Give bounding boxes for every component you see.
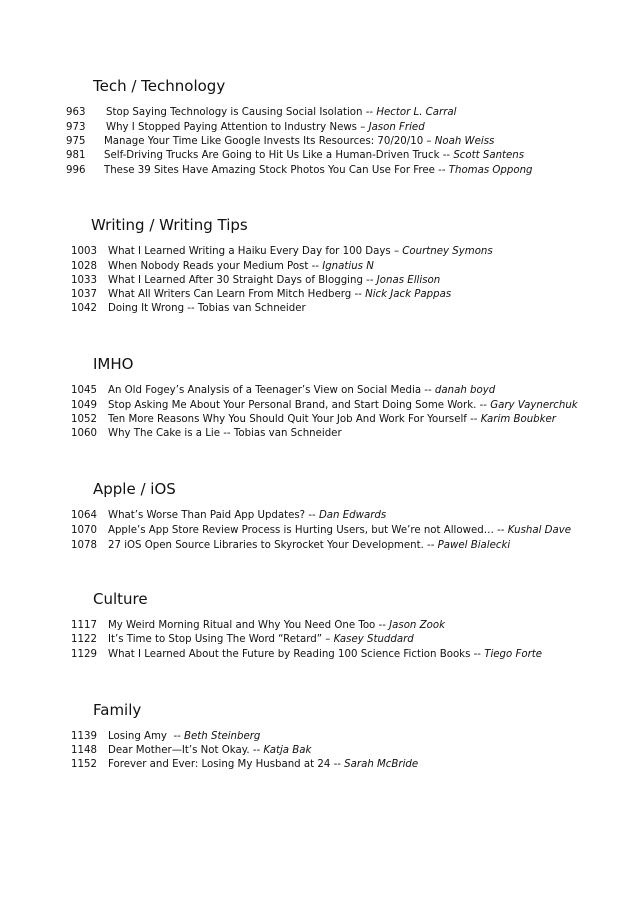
item-author: Beth Steinberg — [184, 731, 261, 742]
item-number: 1064 — [71, 510, 97, 521]
item-title: Stop Asking Me About Your Personal Brand, and Start Doing Some Work. — [108, 400, 477, 411]
item-number: 1003 — [71, 246, 97, 257]
item-title: Ten More Reasons Why You Should Quit Your Job And Work For Yourself — [108, 414, 467, 425]
item-author: Thomas Oppong — [448, 165, 533, 176]
item-separator: -- — [421, 385, 435, 396]
section-title: Tech / Technology — [93, 77, 226, 95]
item-number: 1049 — [71, 400, 97, 411]
item-separator: -- — [362, 107, 377, 118]
item-separator: -- — [305, 510, 319, 521]
item-separator: -- — [493, 525, 508, 536]
item-number: 1139 — [71, 731, 97, 742]
item-title: These 39 Sites Have Amazing Stock Photos You Can Use For Free — [104, 165, 435, 176]
item-title: When Nobody Reads your Medium Post — [108, 261, 309, 272]
section-title: Culture — [93, 590, 148, 608]
item-author: Pawel Bialecki — [437, 540, 511, 551]
item-number: 1148 — [71, 745, 97, 756]
item-number: 1052 — [71, 414, 97, 425]
section-title: Family — [93, 701, 142, 719]
item-separator: -- — [184, 303, 198, 314]
item-title: Manage Your Time Like Google Invests Its Resources: 70/20/10 — [104, 136, 424, 147]
item-author: Noah Weiss — [434, 136, 495, 147]
item-title: An Old Fogey’s Analysis of a Teenager’s View on Social Media — [108, 385, 422, 396]
item-separator: – — [390, 246, 403, 257]
item-author: Ignatius N — [322, 261, 374, 272]
item-number: 973 — [66, 122, 86, 133]
item-title: Losing Amy — [108, 731, 171, 742]
section-title: Apple / iOS — [93, 480, 176, 498]
item-separator: – — [356, 122, 369, 133]
item-title: Apple’s App Store Review Process is Hurting Users, but We’re not Allowed… — [108, 525, 494, 536]
item-number: 981 — [66, 150, 86, 161]
item-separator: -- — [170, 731, 185, 742]
item-number: 996 — [66, 165, 86, 176]
item-title: Dear Mother—It’s Not Okay. — [108, 745, 250, 756]
item-author: Courtney Symons — [402, 246, 493, 257]
item-number: 963 — [66, 107, 86, 118]
item-separator: -- — [330, 759, 345, 770]
item-author: Tiego Forte — [484, 649, 543, 660]
item-separator: -- — [434, 165, 449, 176]
item-title: What I Learned Writing a Haiku Every Day for 100 Days — [108, 246, 391, 257]
section-title: IMHO — [93, 355, 134, 373]
item-author: Kushal Dave — [507, 525, 572, 536]
item-separator: -- — [476, 400, 491, 411]
item-separator: -- — [439, 150, 454, 161]
item-author: Hector L. Carral — [376, 107, 457, 118]
item-separator: -- — [351, 289, 366, 300]
item-separator: -- — [220, 428, 234, 439]
item-separator: -- — [375, 620, 390, 631]
item-title: Why I Stopped Paying Attention to Industry News — [106, 122, 357, 133]
item-title: Self-Driving Trucks Are Going to Hit Us Like a Human-Driven Truck — [104, 150, 440, 161]
item-author: Sarah McBride — [344, 759, 419, 770]
item-title: What I Learned After 30 Straight Days of Blogging — [108, 275, 363, 286]
item-author: Jonas Ellison — [376, 275, 441, 286]
item-number: 1117 — [71, 620, 97, 631]
item-number: 1033 — [71, 275, 97, 286]
item-title: 27 iOS Open Source Libraries to Skyrocket Your Development. — [108, 540, 424, 551]
item-separator: -- — [362, 275, 377, 286]
item-number: 1152 — [71, 759, 97, 770]
item-title: What I Learned About the Future by Reading 100 Science Fiction Books — [108, 649, 471, 660]
item-author: Nick Jack Pappas — [365, 289, 452, 300]
item-separator: -- — [423, 540, 438, 551]
item-title: What All Writers Can Learn From Mitch Hedberg — [108, 289, 352, 300]
item-title: Doing It Wrong — [108, 303, 185, 314]
item-number: 1078 — [71, 540, 97, 551]
item-title: It’s Time to Stop Using The Word “Retard” — [108, 634, 323, 645]
item-number: 1122 — [71, 634, 97, 645]
item-number: 1070 — [71, 525, 97, 536]
item-separator: – — [322, 634, 334, 645]
item-title: Why The Cake is a Lie — [108, 428, 221, 439]
item-separator: – — [423, 136, 435, 147]
item-author: Kasey Studdard — [333, 634, 414, 645]
item-number: 1028 — [71, 261, 97, 272]
item-number: 1045 — [71, 385, 97, 396]
item-number: 1037 — [71, 289, 97, 300]
item-title: What’s Worse Than Paid App Updates? — [108, 510, 306, 521]
item-author: Jason Fried — [368, 122, 425, 133]
item-author: Dan Edwards — [318, 510, 387, 521]
item-author: Jason Zook — [389, 620, 445, 631]
item-author: Scott Santens — [453, 150, 525, 161]
item-separator: -- — [470, 649, 485, 660]
item-author: Karim Boubker — [480, 414, 556, 425]
item-number: 975 — [66, 136, 86, 147]
item-author: Tobias van Schneider — [233, 428, 342, 439]
item-number: 1129 — [71, 649, 97, 660]
item-author: Katja Bak — [263, 745, 312, 756]
item-title: Forever and Ever: Losing My Husband at 24 — [108, 759, 331, 770]
item-title: My Weird Morning Ritual and Why You Need One Too — [108, 620, 376, 631]
item-author: Tobias van Schneider — [197, 303, 306, 314]
section-title: Writing / Writing Tips — [91, 216, 248, 234]
item-number: 1060 — [71, 428, 97, 439]
item-author: danah boyd — [434, 385, 496, 396]
item-separator: -- — [466, 414, 481, 425]
item-author: Gary Vaynerchuk — [490, 400, 578, 411]
item-title: Stop Saying Technology is Causing Social Isolation — [106, 107, 363, 118]
item-number: 1042 — [71, 303, 97, 314]
item-separator: -- — [249, 745, 264, 756]
item-separator: -- — [308, 261, 323, 272]
